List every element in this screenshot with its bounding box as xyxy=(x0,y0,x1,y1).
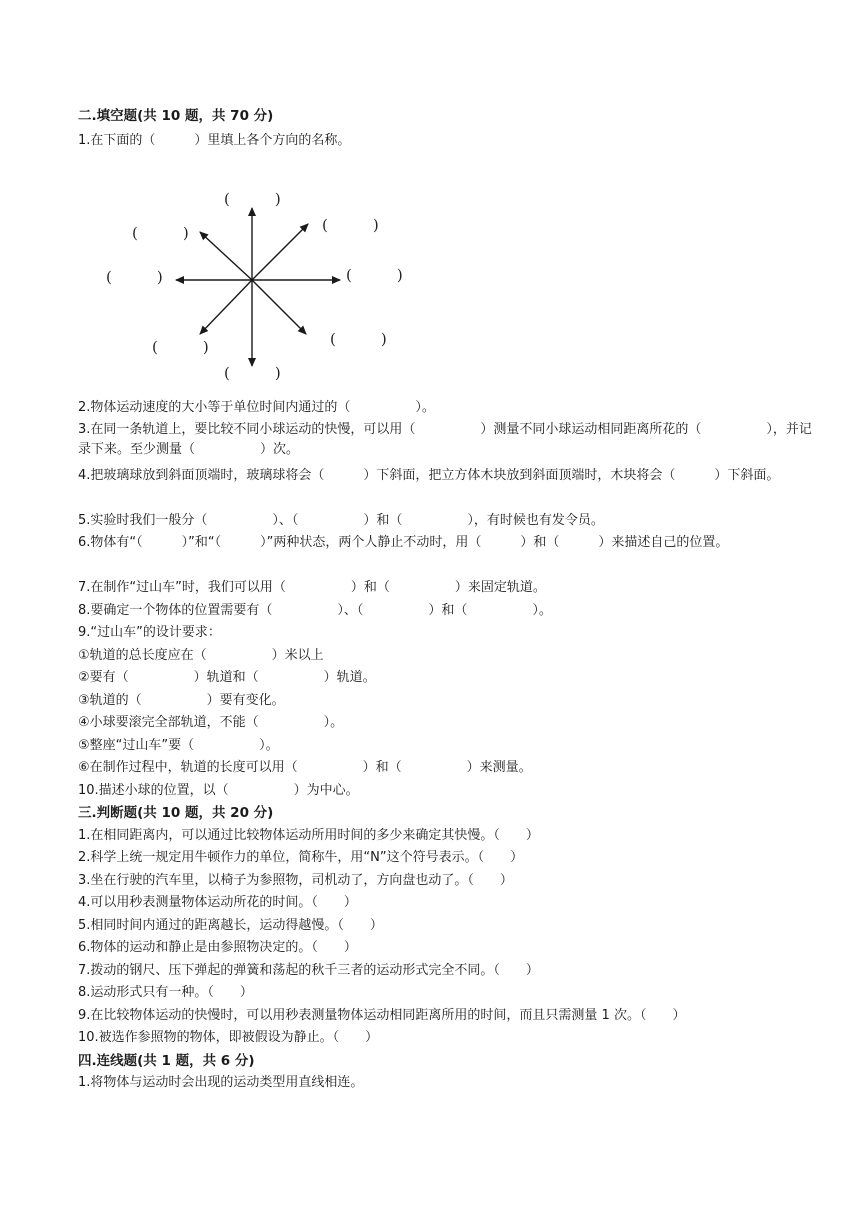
match-question-1: 1.将物体与运动时会出现的运动类型用直线相连。 xyxy=(78,1075,364,1090)
judge-question-1: 1.在相同距离内，可以通过比较物体运动所用时间的多少来确定其快慢。（ ） xyxy=(78,828,539,843)
compass-diagram xyxy=(96,184,436,384)
fill-question-9-5: ⑤整座“过山车”要（ ）。 xyxy=(78,738,279,753)
judge-question-4: 4.可以用秒表测量物体运动所花的时间。（ ） xyxy=(78,895,357,910)
fill-section-header: 二.填空题(共 10 题，共 70 分) xyxy=(78,108,274,124)
fill-question-9-4: ④小球要滚完全部轨道，不能（ ）。 xyxy=(78,715,344,730)
judge-question-2: 2.科学上统一规定用牛顿作力的单位，简称牛，用“N”这个符号表示。（ ） xyxy=(78,850,524,865)
judge-question-3: 3.坐在行驶的汽车里，以椅子为参照物，司机动了，方向盘也动了。（ ） xyxy=(78,873,513,888)
judge-section-header: 三.判断题(共 10 题，共 20 分) xyxy=(78,805,274,821)
judge-question-7: 7.拨动的钢尺、压下弹起的弹簧和荡起的秋千三者的运动形式完全不同。（ ） xyxy=(78,963,539,978)
judge-question-9: 9.在比较物体运动的快慢时，可以用秒表测量物体运动相同距离所用的时间，而且只需测量 1 次。（ ） xyxy=(78,1008,686,1023)
fill-question-6: 6.物体有“（ ）”和“（ ）”两种状态，两个人静止不动时，用（ ）和（ ）来描述自己的位置。 xyxy=(78,535,729,550)
fill-question-5: 5.实验时我们一般分（ ）、（ ）和（ ），有时候也有发令员。 xyxy=(78,513,604,528)
fill-question-9-3: ③轨道的（ ）要有变化。 xyxy=(78,693,285,708)
arrow-southeast xyxy=(252,280,306,334)
fill-question-9: 9.“过山车”的设计要求： xyxy=(78,625,221,640)
fill-question-2: 2.物体运动速度的大小等于单位时间内通过的（ ）。 xyxy=(78,400,435,415)
fill-question-9-2: ②要有（ ）轨道和（ ）轨道。 xyxy=(78,670,376,685)
blank-south: ( ) xyxy=(224,364,281,382)
fill-question-10: 10.描述小球的位置，以（ ）为中心。 xyxy=(78,783,359,798)
arrow-northeast xyxy=(252,224,308,280)
blank-northwest: ( ) xyxy=(132,224,189,242)
arrow-southwest xyxy=(200,280,252,334)
blank-southeast: ( ) xyxy=(330,330,387,348)
blank-southwest: ( ) xyxy=(152,338,209,356)
fill-question-1: 1.在下面的（ ）里填上各个方向的名称。 xyxy=(78,133,351,148)
blank-north: ( ) xyxy=(224,190,281,208)
fill-question-9-6: ⑥在制作过程中，轨道的长度可以用（ ）和（ ）来测量。 xyxy=(78,760,532,775)
judge-question-6: 6.物体的运动和静止是由参照物决定的。（ ） xyxy=(78,940,357,955)
match-section-header: 四.连线题(共 1 题，共 6 分) xyxy=(78,1053,255,1069)
fill-question-4: 4.把玻璃球放到斜面顶端时，玻璃球将会（ ）下斜面，把立方体木块放到斜面顶端时，木块将会（ ）下斜面。 xyxy=(78,468,780,483)
blank-east: ( ) xyxy=(346,266,403,284)
blank-northeast: ( ) xyxy=(322,216,379,234)
arrow-northwest xyxy=(200,232,252,280)
fill-question-3: 3.在同一条轨道上，要比较不同小球运动的快慢，可以用（ ）测量不同小球运动相同距离所花的（ ），并记录下来。至少测量（ ）次。 xyxy=(78,422,812,457)
fill-question-8: 8.要确定一个物体的位置需要有（ ）、（ ）和（ ）。 xyxy=(78,603,552,618)
judge-question-10: 10.被选作参照物的物体，即被假设为静止。（ ） xyxy=(78,1030,379,1045)
blank-west: ( ) xyxy=(106,268,163,286)
judge-question-8: 8.运动形式只有一种。（ ） xyxy=(78,985,253,1000)
fill-question-7: 7.在制作“过山车”时，我们可以用（ ）和（ ）来固定轨道。 xyxy=(78,580,546,595)
fill-question-9-1: ①轨道的总长度应在（ ）米以上 xyxy=(78,648,324,663)
judge-question-5: 5.相同时间内通过的距离越长，运动得越慢。（ ） xyxy=(78,918,383,933)
